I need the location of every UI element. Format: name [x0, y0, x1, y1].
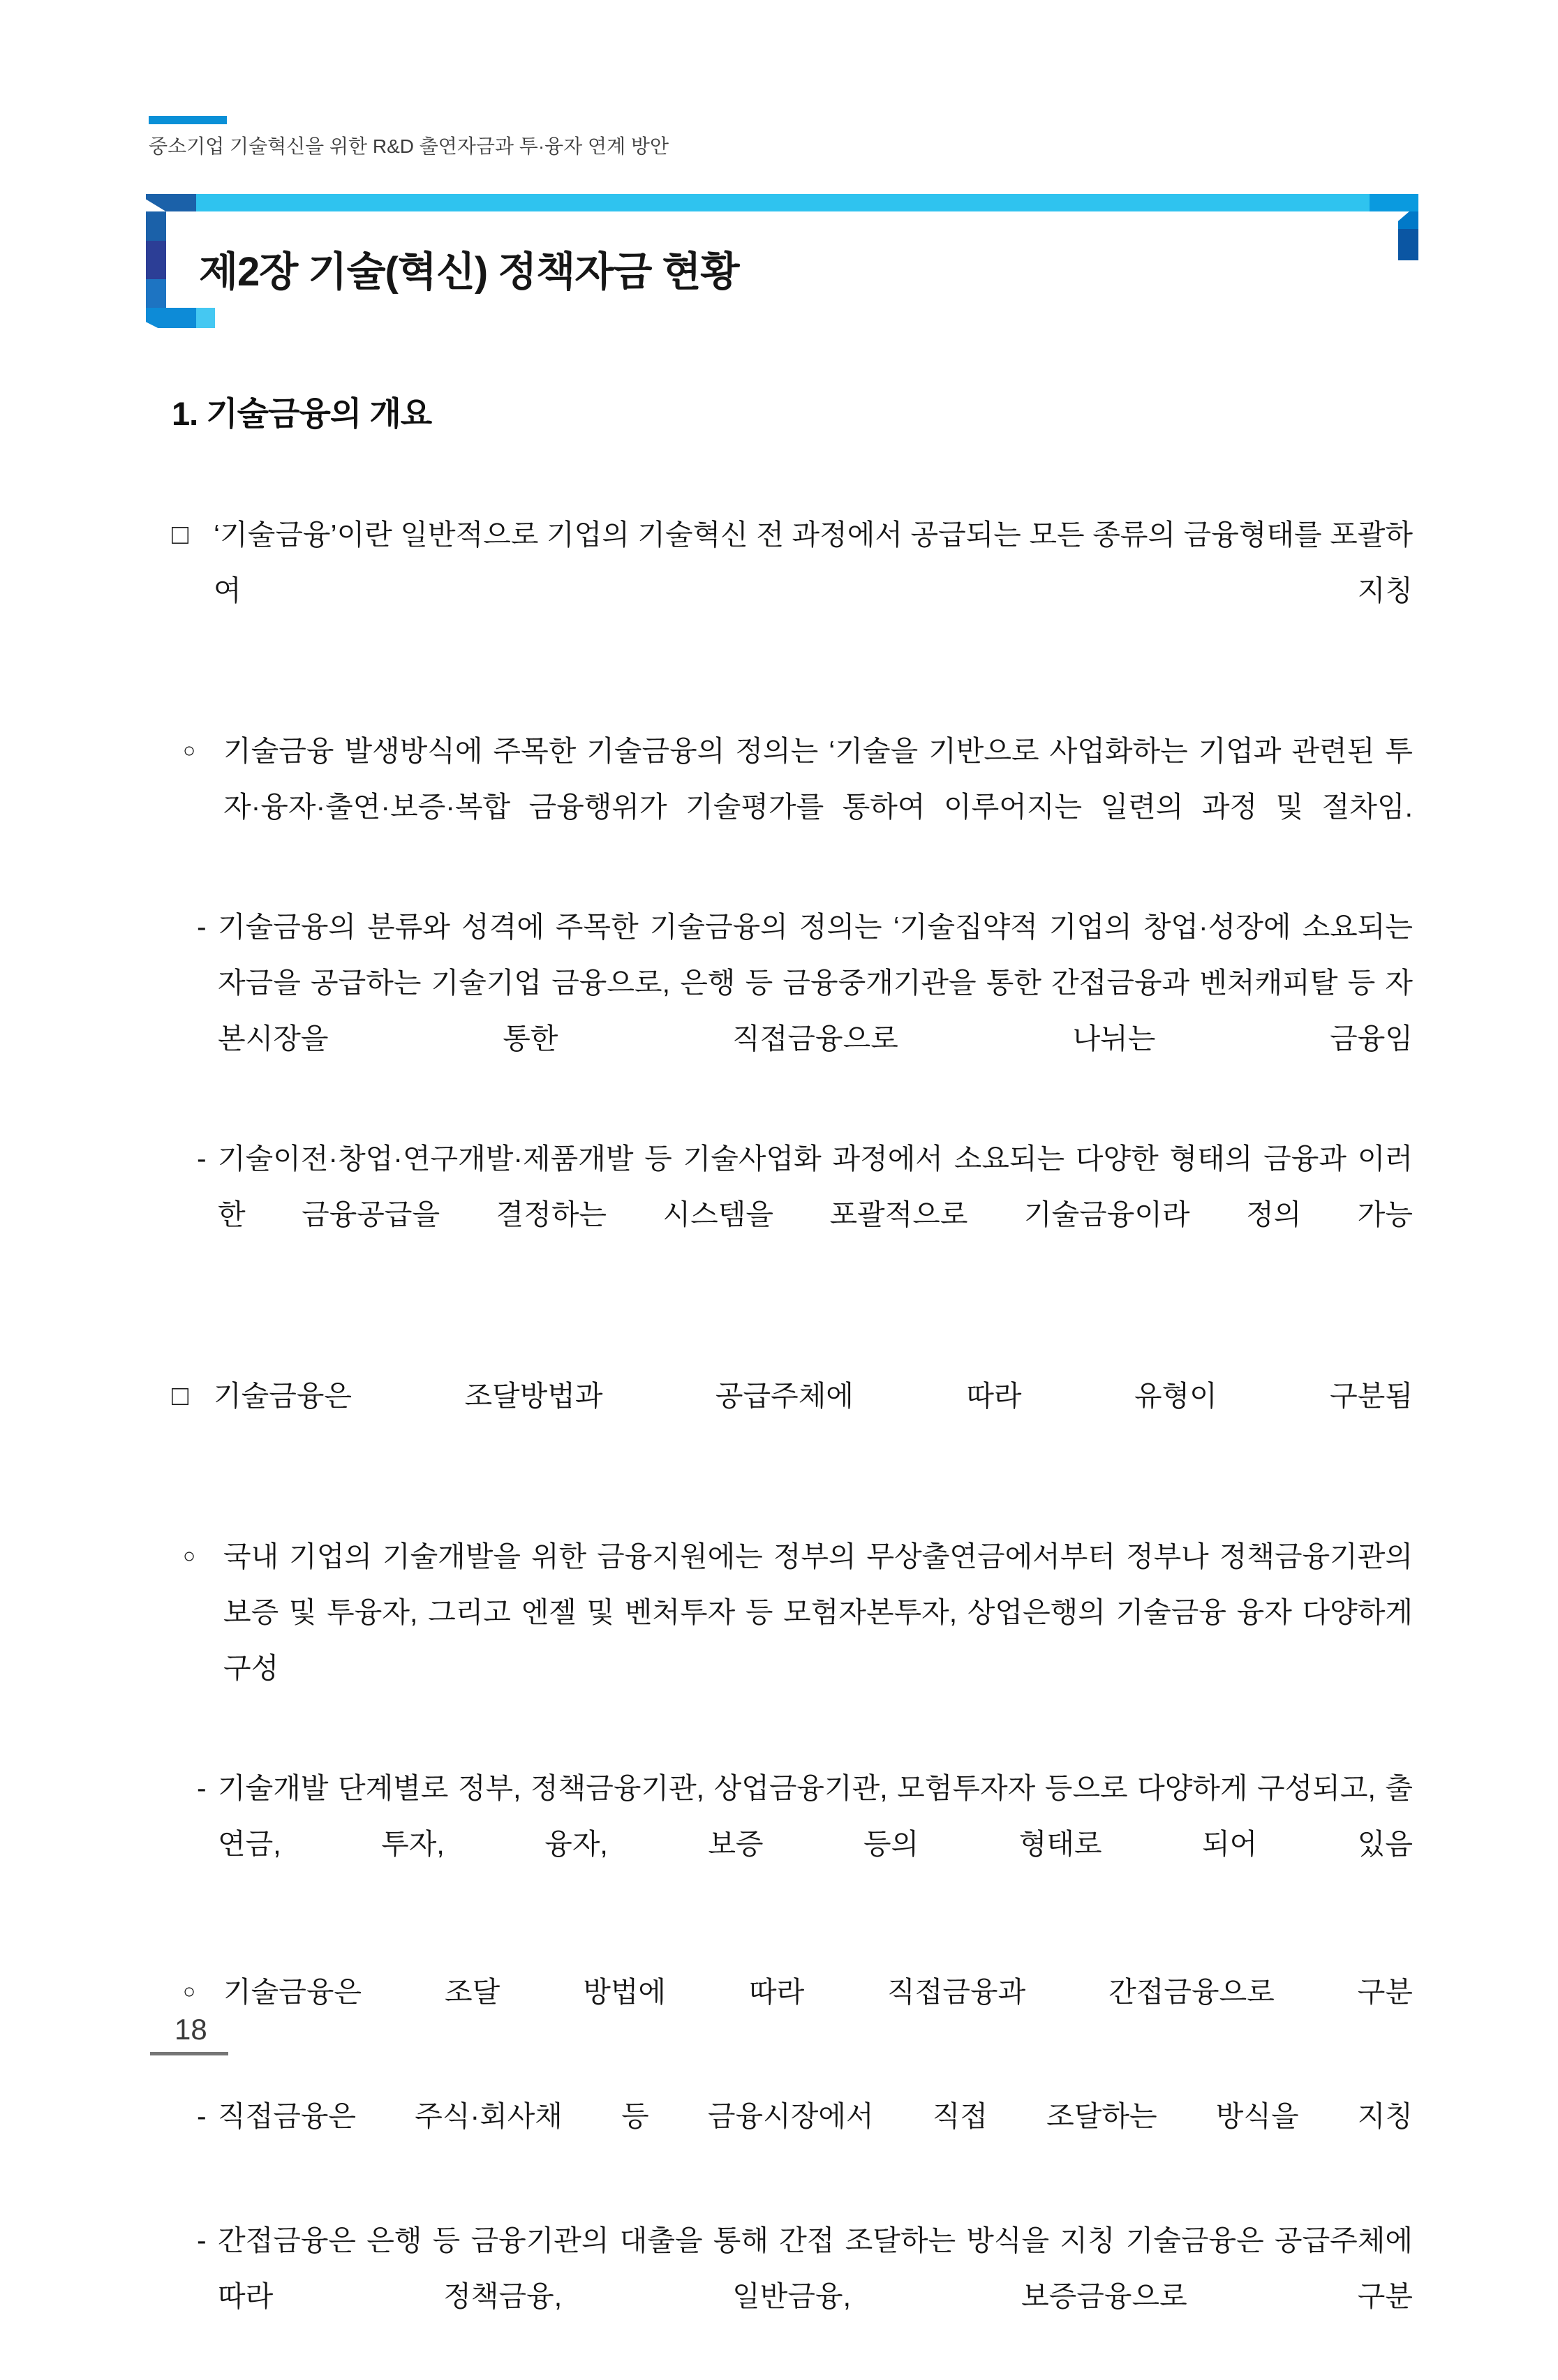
banner-right-vertical-bottom — [1398, 229, 1418, 260]
paragraph-text: 기술금융은 조달방법과 공급주체에 따라 유형이 구분됨 — [214, 1380, 1413, 1412]
bullet-paragraph — [172, 1529, 1413, 1752]
paragraph-text: 기술이전·창업·연구개발·제품개발 등 기술사업화 과정에서 소요되는 다양한 형태의 금융과 이러한 금융공급을 결정하는 시스템을 포괄적으로 기술금융이라 정의 가능 — [218, 1143, 1413, 1230]
page-number: 18 — [175, 2013, 207, 2046]
dash-bullet-icon: - — [197, 1772, 207, 1804]
paragraph-text: ‘기술금융’이란 일반적으로 기업의 기술혁신 전 과정에서 공급되는 모든 종류의 금융형태를 포괄하여 지칭 — [214, 519, 1413, 607]
banner-top-left-block — [146, 194, 196, 211]
body-content — [172, 507, 1413, 2380]
banner-left-vertical-top — [146, 211, 166, 241]
paragraph-text: 기술개발 단계별로 정부, 정책금융기관, 상업금융기관, 모험투자자 등으로 다양하게 구성되고, 출연금, 투자, 융자, 보증 등의 형태로 되어 있음 — [218, 1772, 1413, 1860]
paragraph-text: 간접금융은 은행 등 금융기관의 대출을 통해 간접 조달하는 방식을 지칭 기술금융은 공급주체에 따라 정책금융, 일반금융, 보증금융으로 구분 — [218, 2224, 1413, 2312]
banner-accent-square — [196, 308, 215, 328]
bullet-paragraph — [172, 723, 1413, 891]
circle-bullet-icon: ○ — [183, 1980, 196, 2003]
bullet-paragraph — [172, 2212, 1413, 2380]
chapter-title: 제2장 기술(혁신) 정책자금 현황 — [199, 249, 739, 295]
bullet-paragraph — [172, 1131, 1413, 1298]
dash-bullet-icon: - — [197, 2224, 207, 2256]
section-title: 1. 기술금융의 개요 — [172, 395, 432, 432]
box-bullet-icon: □ — [172, 519, 189, 550]
circle-bullet-icon: ○ — [183, 1545, 196, 1568]
banner-left-vertical-middle — [146, 241, 166, 279]
banner-left-vertical-lower — [146, 279, 166, 308]
paragraph-text: 국내 기업의 기술개발을 위한 금융지원에는 정부의 무상출연금에서부터 정부나 정책금융기관의 보증 및 투융자, 그리고 엔젤 및 벤처투자 등 모험자본투자, 상업은행의 기술금융 융자 다양하게 구성 — [223, 1540, 1413, 1684]
chapter-banner — [146, 194, 1418, 328]
banner-top-right-block — [1370, 194, 1418, 211]
dash-bullet-icon: - — [197, 911, 207, 943]
bullet-paragraph — [172, 2088, 1413, 2200]
paragraph-text: 직접금융은 주식·회사채 등 금융시장에서 직접 조달하는 방식을 지칭 — [218, 2100, 1413, 2132]
dash-bullet-icon: - — [197, 1143, 207, 1175]
header-accent-bar — [149, 116, 227, 124]
page-number-rule — [150, 2052, 228, 2055]
bullet-paragraph — [172, 1368, 1413, 1480]
banner-top-bar — [196, 194, 1370, 211]
bullet-paragraph — [172, 899, 1413, 1122]
paragraph-text: 기술금융의 분류와 성격에 주목한 기술금융의 정의는 ‘기술집약적 기업의 창업·성장에 소요되는 자금을 공급하는 기술기업 금융으로, 은행 등 금융중개기관을 통한 간접금융과 벤처캐피탈 등 자본시장을 통한 직접금융으로 나뉘는 금융임 — [218, 911, 1413, 1055]
paragraph-text: 기술금융은 조달 방법에 따라 직접금융과 간접금융으로 구분 — [223, 1976, 1413, 2008]
bullet-paragraph — [172, 1760, 1413, 1928]
bullet-paragraph — [172, 507, 1413, 674]
banner-right-vertical-top — [1398, 211, 1418, 229]
banner-bottom-left-block — [146, 308, 196, 328]
paragraph-text: 기술금융 발생방식에 주목한 기술금융의 정의는 ‘기술을 기반으로 사업화하는 기업과 관련된 투자·융자·출연·보증·복합 금융행위가 기술평가를 통하여 이루어지는 일련의 과정 및 절차임. — [223, 735, 1413, 823]
bullet-paragraph — [172, 1964, 1413, 2076]
dash-bullet-icon: - — [197, 2100, 207, 2132]
running-title: 중소기업 기술혁신을 위한 R&D 출연자금과 투·융자 연계 방안 — [149, 135, 669, 157]
circle-bullet-icon: ○ — [183, 739, 196, 762]
box-bullet-icon: □ — [172, 1381, 189, 1411]
